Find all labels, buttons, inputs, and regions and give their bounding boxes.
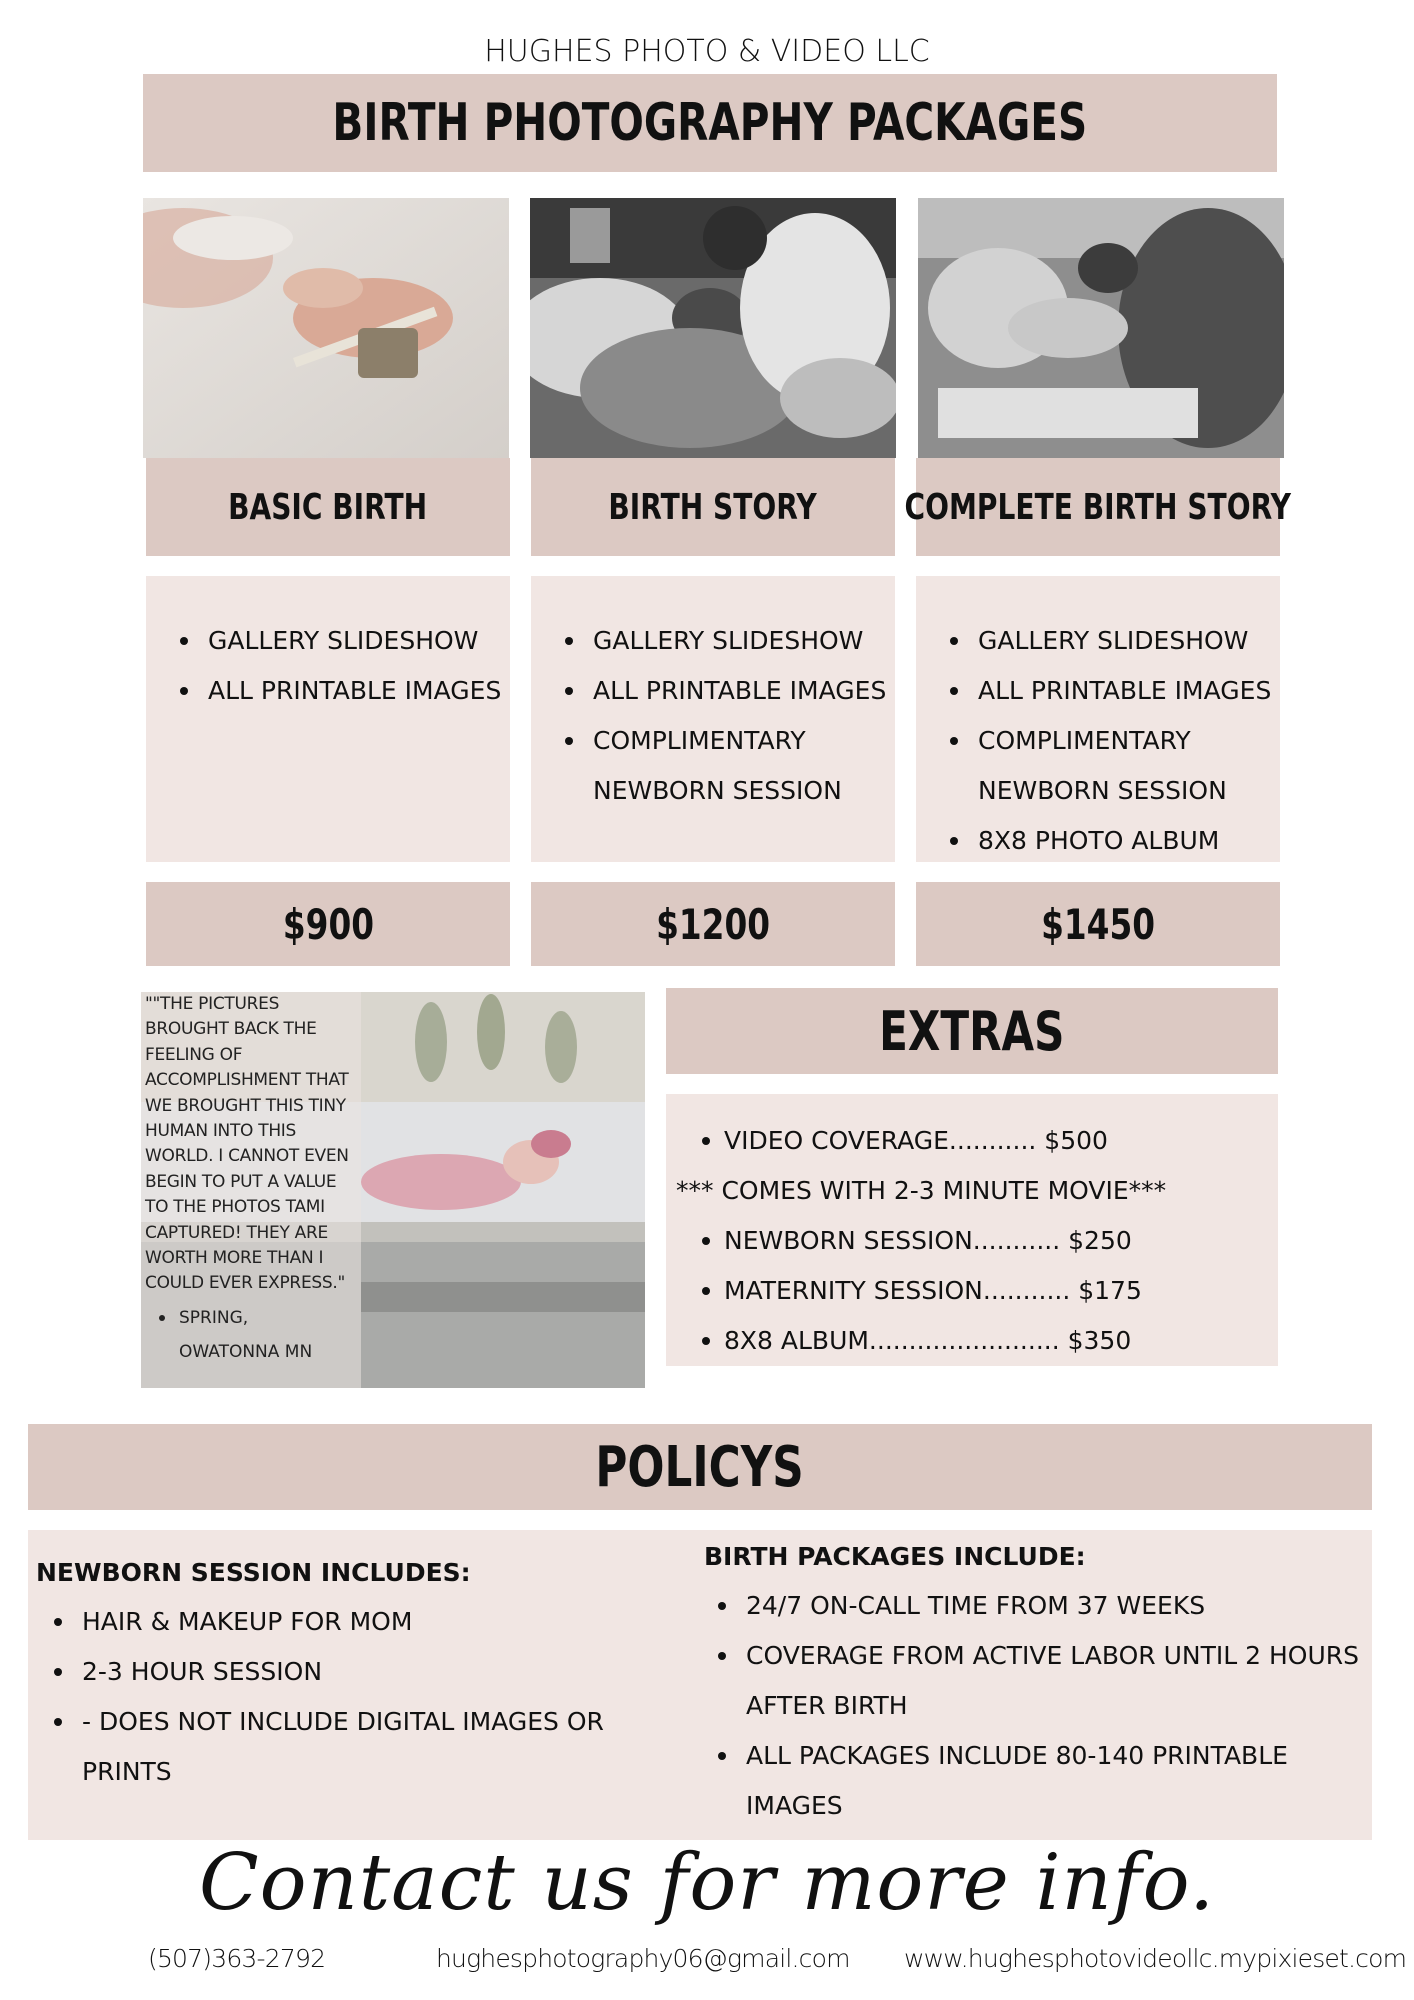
package-name-basic-birth: BASIC BIRTH [146,458,510,556]
testimonial-author: SPRING, [157,1301,361,1335]
policy-item: COVERAGE FROM ACTIVE LABOR UNTIL 2 HOURS AFTER BIRTH [716,1631,1366,1731]
feature-item: COMPLIMENTARY NEWBORN SESSION [563,716,895,816]
policy-item: - DOES NOT INCLUDE DIGITAL IMAGES OR PRINTS [52,1697,612,1797]
basic-birth-photo [143,198,509,458]
package-features-birth-story [531,576,895,862]
extra-video-coverage: VIDEO COVERAGE........... $500 [690,1116,1278,1166]
extra-album: 8X8 ALBUM........................ $350 [690,1316,1278,1366]
feature-item: ALL PRINTABLE IMAGES [178,666,510,716]
testimonial-panel [141,992,361,1388]
testimonial-quote: ""THE PICTURES BROUGHT BACK THE FEELING OF ACCOMPLISHMENT THAT WE BROUGHT THIS TINY HUMAN INTO THIS WORLD. I CANNOT EVEN BEGIN TO PUT A VALUE TO THE PHOTOS TAMI CAPTURED! THEY ARE WORTH MORE THAN I COULD EVER EXPRESS." [145,994,349,1294]
extra-video-note: *** COMES WITH 2-3 MINUTE MOVIE*** [676,1176,1167,1205]
brand-name: HUGHES PHOTO & VIDEO LLC [484,34,930,69]
feature-item: 8X8 PHOTO ALBUM [948,816,1280,866]
package-name-birth-story: BIRTH STORY [531,458,895,556]
package-price-basic-birth: $900 [146,882,510,966]
policy-item: HAIR & MAKEUP FOR MOM [52,1597,676,1647]
feature-item: GALLERY SLIDESHOW [178,616,510,666]
package-price-birth-story: $1200 [531,882,895,966]
feature-item: ALL PRINTABLE IMAGES [563,666,895,716]
extras-title: EXTRAS [666,988,1278,1074]
contact-tagline: Contact us for more info. [198,1838,1216,1928]
contact-phone: (507)363-2792 [148,1944,326,1973]
policies-title: POLICYS [28,1424,1372,1510]
policies-body [28,1530,1372,1840]
testimonial-location: OWATONNA MN [179,1341,313,1362]
testimonial-photo [141,992,645,1388]
package-name-complete-birth-story: COMPLETE BIRTH STORY [916,458,1280,556]
policy-item: 2-3 HOUR SESSION [52,1647,676,1697]
birth-policy-heading: BIRTH PACKAGES INCLUDE: [704,1542,1086,1571]
page-title: BIRTH PHOTOGRAPHY PACKAGES [143,74,1277,172]
newborn-policy [36,1558,676,1797]
feature-item: GALLERY SLIDESHOW [563,616,895,666]
birth-story-photo [530,198,896,458]
extras-list [666,1094,1278,1366]
birth-package-policy [704,1542,1368,1831]
feature-item: COMPLIMENTARY NEWBORN SESSION [948,716,1280,816]
extra-maternity-session: MATERNITY SESSION........... $175 [690,1266,1278,1316]
feature-item: ALL PRINTABLE IMAGES [948,666,1280,716]
policy-item: 24/7 ON-CALL TIME FROM 37 WEEKS [716,1581,1368,1631]
package-features-complete-birth-story [916,576,1280,862]
feature-item: GALLERY SLIDESHOW [948,616,1280,666]
newborn-policy-heading: NEWBORN SESSION INCLUDES: [36,1558,471,1587]
complete-birth-story-photo [918,198,1284,458]
extra-newborn-session: NEWBORN SESSION........... $250 [690,1216,1278,1266]
policy-item: ALL PACKAGES INCLUDE 80-140 PRINTABLE IMAGES [716,1731,1316,1831]
contact-email[interactable]: hughesphotography06@gmail.com [436,1944,850,1973]
contact-website[interactable]: www.hughesphotovideollc.mypixieset.com [904,1944,1407,1973]
package-price-complete-birth-story: $1450 [916,882,1280,966]
package-features-basic-birth [146,576,510,862]
